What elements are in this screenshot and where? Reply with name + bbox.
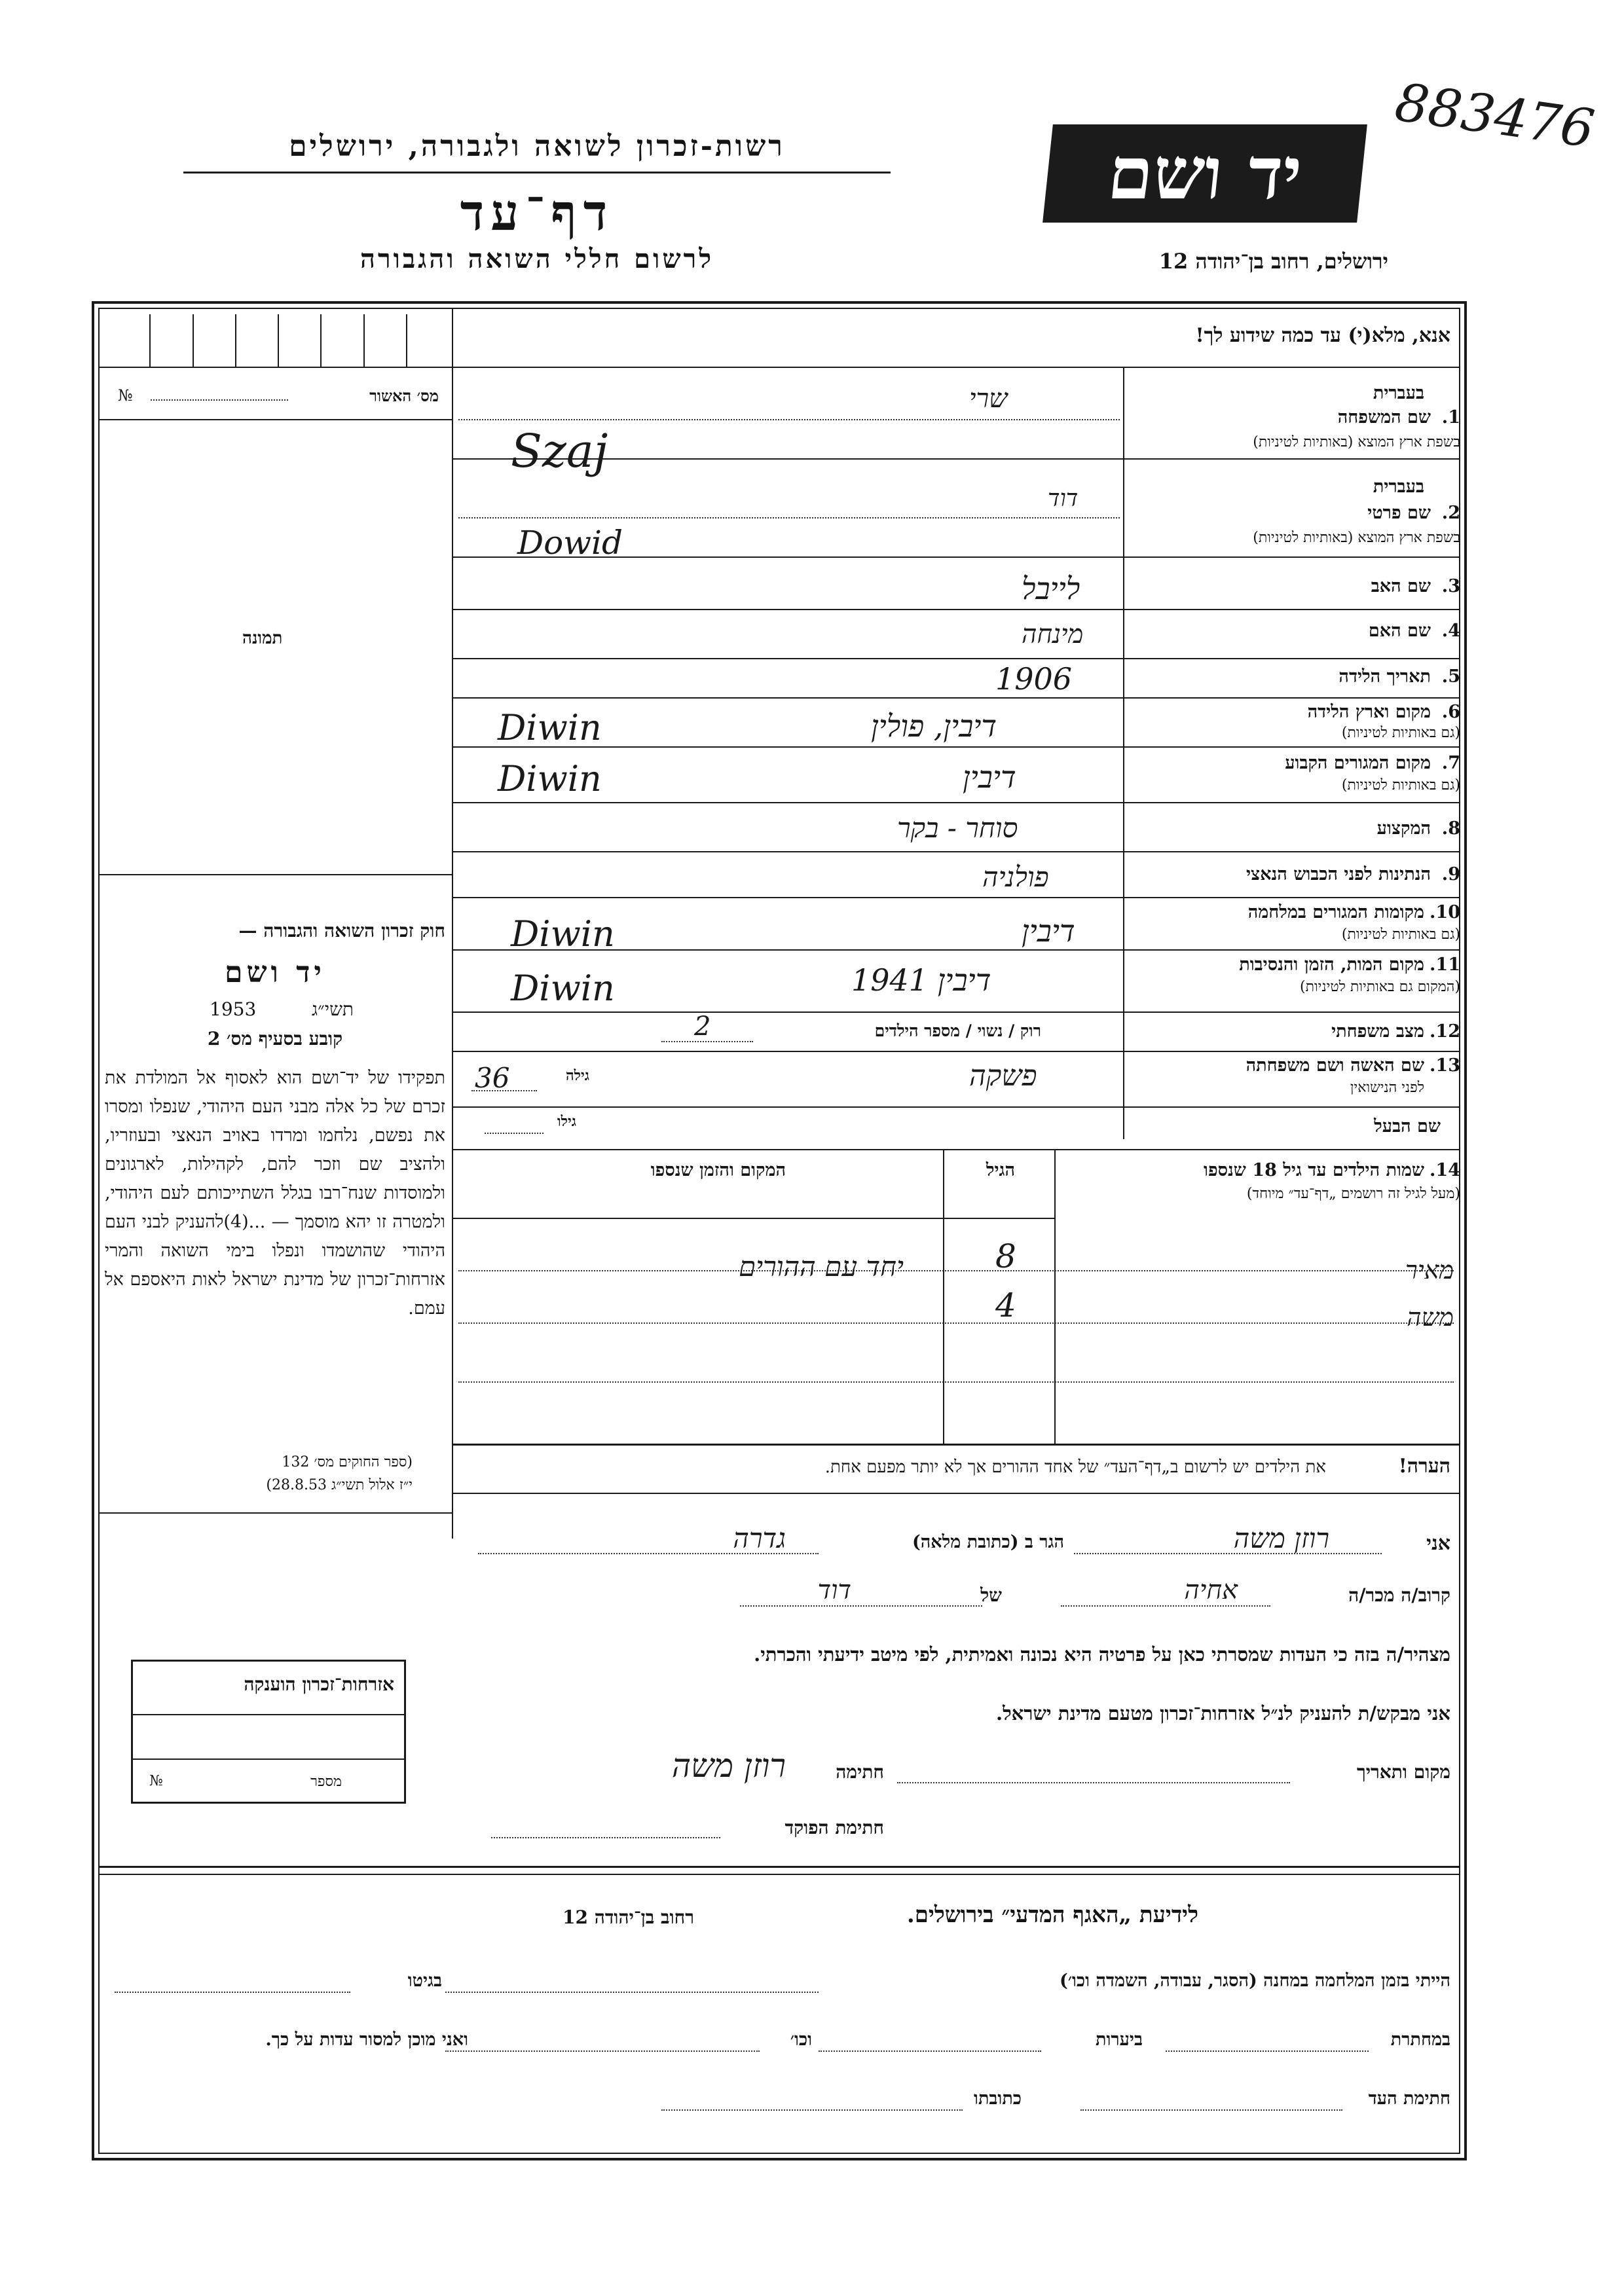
field-7-number: 7. <box>1441 753 1460 773</box>
etc-label: וכו׳ <box>790 2030 812 2050</box>
field-12-number: 12. <box>1430 1021 1460 1042</box>
bottom-address: רחוב בן־יהודה 12 <box>563 1906 694 1928</box>
field-2-note: בשפת ארץ המוצא (באותיות לטיניות) <box>1253 530 1460 546</box>
law-year: 1953 <box>210 998 257 1020</box>
field-8-label: המקצוע <box>1376 818 1431 839</box>
field-5-number: 5. <box>1441 666 1460 687</box>
witness-address-label: כתובתו <box>974 2088 1022 2109</box>
yad-vashem-logo <box>1043 124 1367 223</box>
citizenship-box-title: אזרחות־זכרון הוענקה <box>244 1673 394 1695</box>
children-place-header: המקום והזמן שנספו <box>650 1160 786 1180</box>
field-5-label: תאריך הלידה <box>1338 666 1431 687</box>
field-11-number: 11. <box>1430 955 1460 975</box>
field-8-number: 8. <box>1441 818 1460 839</box>
field-7-value-he[interactable]: דיבין <box>963 759 1016 795</box>
field-9-label: הנתינות לפני הכבוש הנאצי <box>1246 864 1431 884</box>
field-1-note: בשפת ארץ המוצא (באותיות לטיניות) <box>1253 434 1460 450</box>
signature-label: חתימה <box>836 1761 884 1783</box>
declaration-of-label: של <box>980 1584 1002 1606</box>
field-10-value-he[interactable]: דיבין <box>1022 913 1075 949</box>
bottom-line-1: הייתי בזמן המלחמה במחנה (הסגר, עבודה, השמדה וכו׳) <box>1060 1971 1450 1991</box>
officer-signature-field[interactable] <box>491 1837 720 1838</box>
field-3-label: שם האב <box>1371 576 1431 596</box>
children-age-header: הגיל <box>986 1160 1015 1180</box>
field-5-value[interactable]: 1906 <box>995 661 1073 697</box>
husband-age-label: גילו <box>557 1113 576 1130</box>
field-1-value-lat[interactable]: Szaj <box>511 424 608 478</box>
field-1-number: 1. <box>1441 407 1460 428</box>
field-6-note: (גם באותיות לטיניות) <box>1341 725 1460 741</box>
declaration-resident-label: הגר ב (כתובת מלאה) <box>912 1532 1064 1552</box>
field-7-value-lat[interactable]: Diwin <box>498 758 602 799</box>
field-14-note: (מעל לגיל זה רושמים „דף־עד״ מיוחד) <box>1246 1186 1460 1202</box>
forests-field[interactable] <box>819 2050 1041 2052</box>
ready-text: ואני מוכן למסור עדות על כך. <box>265 2030 468 2050</box>
declarant-name-field[interactable] <box>1074 1553 1382 1554</box>
field-2-value-lat[interactable]: Dowid <box>517 524 623 562</box>
instruction-text: אנא, מלא(י) עד כמה שידוע לך! <box>1195 324 1450 347</box>
child-1-age[interactable]: 8 <box>995 1237 1016 1275</box>
declaration-of-value[interactable]: דוד <box>817 1575 851 1605</box>
underground-label: במחתרת <box>1390 2030 1450 2050</box>
field-2-value-he[interactable]: דוד <box>1048 485 1079 512</box>
field-13-value[interactable]: פשקה <box>969 1059 1037 1093</box>
declaration-statement-1: מצהיר/ה בזה כי העדות שמסרתי כאן על פרטיה היא נכונה ואמיתית, לפי מיטב ידיעתי והכרתי. <box>754 1643 1450 1666</box>
law-year-he: תשי״ג <box>311 998 354 1020</box>
husband-label: שם הבעל <box>1374 1116 1441 1137</box>
field-10-value-lat[interactable]: Diwin <box>511 913 615 955</box>
approval-boxes <box>108 314 449 367</box>
field-12-status: רוק / נשוי / מספר הילדים <box>874 1021 1041 1040</box>
child-2-name[interactable]: משה <box>1407 1303 1454 1332</box>
org-line: רשות-זכרון לשואה ולגבורה, ירושלים <box>289 130 785 163</box>
field-4-label: שם האם <box>1368 621 1431 641</box>
field-3-number: 3. <box>1441 576 1460 596</box>
approval-symbol: № <box>118 386 133 405</box>
witness-signature-label: חתימת העד <box>1368 2088 1450 2109</box>
law-ref-2: י״ז אלול תשי״ג 28.8.53) <box>266 1477 413 1493</box>
field-7-label: מקום המגורים הקבוע <box>1285 753 1431 773</box>
law-title: חוק זכרון השואה והגבורה — <box>238 920 445 941</box>
field-2-lang: בעברית <box>1373 477 1424 497</box>
field-6-value-he[interactable]: דיבין, פולין <box>871 708 997 744</box>
bottom-title: לידיעת „האגף המדעי״ בירושלים. <box>906 1902 1198 1928</box>
citizenship-number-label: מספר <box>310 1774 342 1790</box>
field-13-number: 13. <box>1430 1055 1460 1076</box>
field-10-label: מקומות המגורים במלחמה <box>1247 902 1424 922</box>
field-12-label: מצב משפחתי <box>1331 1021 1424 1042</box>
etc-field[interactable] <box>445 2050 760 2052</box>
approval-number-field[interactable] <box>151 399 288 401</box>
field-13-label: שם האשה ושם משפחתה <box>1246 1055 1424 1076</box>
declaration-i-label: אני <box>1426 1532 1450 1555</box>
citizenship-box <box>131 1660 406 1804</box>
approval-label: מס׳ האשור <box>369 386 439 405</box>
field-11-note: (המקום גם באותיות לטיניות) <box>1300 979 1460 995</box>
witness-signature-field[interactable] <box>1080 2109 1342 2111</box>
note-label: הערה! <box>1398 1455 1450 1478</box>
declaration-i-value[interactable]: רוזן משה <box>1233 1522 1329 1554</box>
header-address: ירושלים, רחוב בן־יהודה 12 <box>1158 249 1388 274</box>
stamp-number: 883476 <box>1392 71 1598 160</box>
field-11-label: מקום המות, הזמן והנסיבות <box>1239 955 1424 975</box>
field-13-age-label: גילה <box>566 1067 589 1084</box>
field-1-value-he[interactable]: שרי <box>969 384 1008 414</box>
child-1-place[interactable]: יחד עם ההורים <box>738 1250 904 1283</box>
ghetto-field[interactable] <box>115 1992 350 1993</box>
underground-field[interactable] <box>1166 2050 1369 2052</box>
field-14-number: 14. <box>1430 1160 1460 1180</box>
relation-field[interactable] <box>1061 1605 1270 1607</box>
ghetto-label: בגיטו <box>407 1971 442 1991</box>
declaration-relative-label: קרוב/ה מכר/ה <box>1348 1584 1450 1606</box>
signature-value[interactable]: רוזן משה <box>671 1747 786 1785</box>
child-1-name[interactable]: מאיר <box>1405 1256 1454 1285</box>
field-2-label: שם פרטי <box>1367 503 1431 523</box>
field-7-note: (גם באותיות לטיניות) <box>1341 777 1460 793</box>
page-subtitle: לרשום חללי השואה והגבורה <box>360 244 714 274</box>
husband-age-field[interactable] <box>485 1133 544 1134</box>
field-8-value[interactable]: סוחר - בקר <box>897 812 1018 844</box>
place-date-field[interactable] <box>897 1782 1290 1783</box>
law-name: יד ושם <box>225 956 325 989</box>
field-11-value-he[interactable]: דיבין 1941 <box>851 962 991 998</box>
field-1-lang: בעברית <box>1373 383 1424 403</box>
field-12-children-count[interactable]: 2 <box>694 1011 711 1042</box>
field-6-label: מקום וארץ הלידה <box>1307 702 1431 722</box>
photo-label: תמונה <box>242 629 283 648</box>
field-4-number: 4. <box>1441 621 1460 641</box>
place-date-label: מקום ותאריך <box>1356 1761 1450 1783</box>
forests-label: ביערות <box>1095 2030 1143 2050</box>
field-10-number: 10. <box>1430 902 1460 922</box>
field-14-label: שמות הילדים עד גיל 18 שנספו <box>1204 1160 1424 1180</box>
note-text: את הילדים יש לרשום ב„דף־העד״ של אחד ההורים אך לא יותר מפעם אחת. <box>824 1457 1326 1477</box>
field-11-value-lat[interactable]: Diwin <box>511 968 615 1009</box>
field-9-number: 9. <box>1441 864 1460 884</box>
field-4-value[interactable]: מינחה <box>1022 619 1084 649</box>
field-9-value[interactable]: פולניה <box>982 861 1049 893</box>
field-2-number: 2. <box>1441 503 1460 523</box>
logo-text: יד ושם <box>1103 131 1306 215</box>
field-1-label: שם המשפחה <box>1337 407 1431 428</box>
witness-address-field[interactable] <box>661 2109 963 2111</box>
org-underline <box>183 172 891 173</box>
field-3-value[interactable]: לייבל <box>1022 571 1080 606</box>
law-body: תפקידו של יד־ושם הוא לאסוף אל המולדת את זכרם של כל אלה מבני העם היהודי, שנפלו ומסרו את נפשם, נלחמו ומרדו באויב הנאצי ובעוזריו, ולהציב שם וזכר להם, לקהילות, לארגונים ולמוסדות שנח־רבו בגלל השתייכותם לעם היהודי, ולמטרה זו יהא מוסמך — ...(4)להעניק לבני העם היהודי שהושמדו ונפלו בימי השואה והמרי אזרחות־זכרון של מדינת ישראל לאות היאספם אל עמם. <box>105 1068 445 1319</box>
declaration-resident-value[interactable]: גדרה <box>733 1522 786 1554</box>
law-section: קובע בסעיף מס׳ 2 <box>207 1028 343 1049</box>
citizenship-number-symbol: № <box>149 1773 163 1789</box>
field-6-number: 6. <box>1441 702 1460 722</box>
field-6-value-lat[interactable]: Diwin <box>498 707 602 748</box>
field-10-note: (גם באותיות לטיניות) <box>1341 926 1460 943</box>
law-ref-1: (ספר החוקים מס׳ 132 <box>282 1454 413 1470</box>
page-title: דף־עד <box>460 183 614 242</box>
field-13-note: לפני הנישואין <box>1350 1080 1424 1096</box>
declaration-relative-value[interactable]: אחיה <box>1184 1575 1238 1605</box>
relation-of-field[interactable] <box>740 1605 982 1607</box>
officer-signature-label: חתימת הפוקד <box>784 1817 884 1838</box>
child-2-age[interactable]: 4 <box>995 1286 1016 1324</box>
declaration-statement-2: אני מבקש/ת להעניק לנ״ל אזרחות־זכרון מטעם מדינת ישראל. <box>996 1702 1450 1724</box>
field-13-age-value[interactable]: 36 <box>475 1062 510 1094</box>
camp-field[interactable] <box>445 1992 819 1993</box>
